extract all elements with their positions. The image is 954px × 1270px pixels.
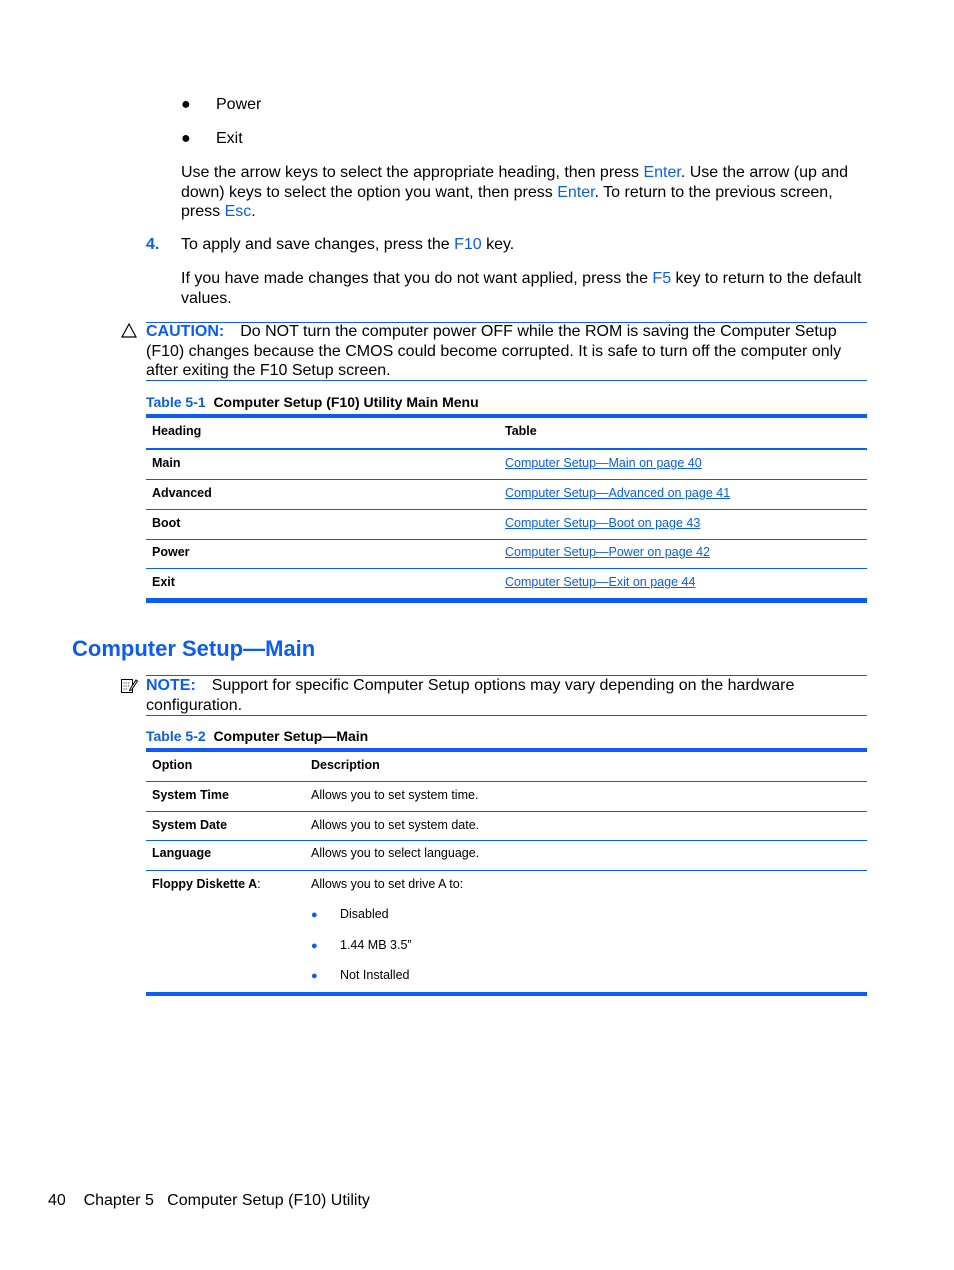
page-number: 40 [48, 1192, 66, 1209]
option-name: Language [152, 846, 212, 860]
step-number: 4. [146, 236, 160, 253]
row-heading: Power [152, 545, 190, 559]
caution-label: CAUTION: [146, 323, 225, 340]
table-row [146, 782, 867, 812]
chapter-title: Chapter 5 Computer Setup (F10) Utility [83, 1192, 370, 1209]
table-row [146, 450, 867, 480]
key-f10: F10 [454, 236, 482, 253]
row-heading: Boot [152, 516, 181, 530]
note-icon [120, 677, 138, 695]
table-header-row [146, 418, 867, 450]
section-heading: Computer Setup—Main [72, 636, 316, 661]
option-description: Allows you to set system date. [311, 818, 480, 832]
note-bottom-rule [146, 715, 867, 716]
step-text: To apply and save changes, press the F10 key. [181, 236, 515, 253]
column-header: Table [505, 424, 537, 438]
bullet-item [181, 130, 243, 148]
option-name: Floppy Diskette A: [152, 877, 261, 891]
table-row [146, 510, 867, 540]
link-advanced[interactable]: Computer Setup—Advanced on page 41 [505, 486, 731, 500]
link-exit[interactable]: Computer Setup—Exit on page 44 [505, 575, 696, 589]
caution-icon [121, 323, 137, 339]
key-enter: Enter [557, 183, 595, 201]
drive-option-item: ● 1.44 MB 3.5” [311, 938, 412, 952]
table-row [146, 480, 867, 510]
page-footer [48, 1192, 370, 1210]
option-name: System Date [152, 818, 228, 832]
table-row [146, 841, 867, 871]
bullet-text: Power [216, 96, 262, 113]
bullet-text: Exit [216, 130, 243, 147]
table-caption: Table 5-1 Computer Setup (F10) Utility Main Menu [146, 394, 479, 410]
caution-bottom-rule [146, 380, 867, 381]
key-f5: F5 [652, 270, 672, 287]
link-boot[interactable]: Computer Setup—Boot on page 43 [505, 516, 701, 530]
column-header: Heading [152, 424, 202, 438]
option-description: Allows you to select language. [311, 846, 480, 860]
note-label: NOTE: [146, 677, 196, 694]
instructions-paragraph: Use the arrow keys to select the appropriate heading, then press Enter. Use the arrow (up and down) keys to select the option you want, then press Enter. To return to the previous screen, press Esc. [181, 164, 849, 220]
table-caption: Table 5-2 Computer Setup—Main [146, 728, 369, 744]
option-description: Allows you to set drive A to: [311, 877, 464, 891]
row-heading: Main [152, 456, 181, 470]
option-description: Allows you to set system time. [311, 788, 479, 802]
link-main[interactable]: Computer Setup—Main on page 40 [505, 456, 702, 470]
caution-text: CAUTION: Do NOT turn the computer power OFF while the ROM is saving the Computer Setup (F10) changes because the CMOS could become corrupted. It is safe to turn off the computer only after exiting the F10 Setup screen. [146, 323, 842, 379]
column-header: Option [152, 758, 193, 772]
table-bottom-rule [146, 992, 867, 996]
link-power[interactable]: Computer Setup—Power on page 42 [505, 545, 710, 559]
table-row [146, 871, 867, 991]
note-text: NOTE: Support for specific Computer Setup options may vary depending on the hardware configuration. [146, 677, 795, 714]
bullet-dot: ● [181, 96, 191, 113]
option-name: System Time [152, 788, 229, 802]
bullet-dot: ● [181, 130, 191, 147]
drive-option-item: ● Not Installed [311, 968, 410, 982]
table-header-row [146, 752, 867, 782]
key-enter: Enter [643, 164, 681, 181]
table-row [146, 812, 867, 841]
step-note: If you have made changes that you do not want applied, press the F5 key to return to the default values. [181, 270, 862, 307]
key-esc: Esc [224, 203, 252, 220]
table-row [146, 540, 867, 569]
table-row [146, 569, 867, 598]
row-heading: Advanced [152, 486, 212, 500]
column-header: Description [311, 758, 380, 772]
table-bottom-rule [146, 598, 867, 603]
row-heading: Exit [152, 575, 175, 589]
drive-option-item: ● Disabled [311, 907, 389, 921]
bullet-item [181, 96, 261, 114]
